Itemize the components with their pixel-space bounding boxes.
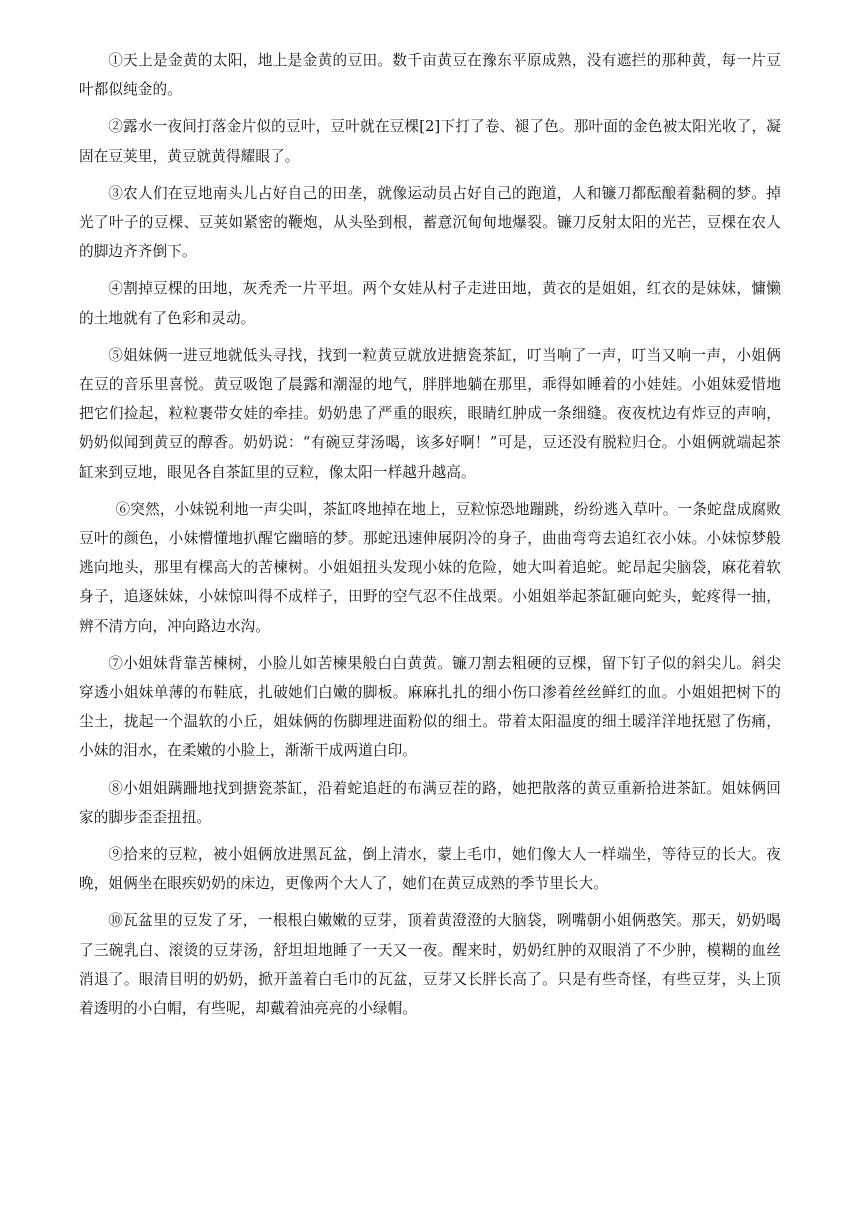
document-body (79, 46, 781, 1031)
paragraph-10: ⑩瓦盆里的豆发了牙，一根根白嫩嫩的豆芽，顶着黄澄澄的大脑袋，咧嘴朝小姐俩憨笑。那天，奶奶喝了三碗乳白、滚烫的豆芽汤，舒坦坦地睡了一天又一夜。醒来时，奶奶红肿的双眼消了不少肿，模糊的血丝消退了。眼清目明的奶奶，掀开盖着白毛巾的瓦盆，豆芽又长胖长高了。只是有些奇怪，有些豆芽，头上顶着透明的小白帽，有些呢，却戴着油亮亮的小绿帽。 (79, 912, 781, 1018)
paragraph-5: ⑤姐妹俩一进豆地就低头寻找，找到一粒黄豆就放进搪瓷茶缸，叮当响了一声，叮当又响一声，小姐俩在豆的音乐里喜悦。黄豆吸饱了晨露和潮湿的地气，胖胖地躺在那里，乖得如睡着的小娃娃。小姐妹爱惜地把它们捡起，粒粒裹带女娃的牵挂。奶奶患了严重的眼疾，眼睛红肿成一条细缝。夜夜枕边有炸豆的声响，奶奶似闻到黄豆的醇香。奶奶说：“有碗豆芽汤喝，该多好啊！”可是，豆还没有脱粒归仓。小姐俩就端起茶缸来到豆地，眼见各自茶缸里的豆粒，像太阳一样越升越高。 (79, 346, 781, 481)
paragraph-2: ②露水一夜间打落金片似的豆叶，豆叶就在豆棵[2]下打了卷、褪了色。那叶面的金色被太阳光收了，凝固在豆荚里，黄豆就黄得耀眼了。 (79, 118, 781, 165)
paragraph-8: ⑧小姐姐蹒跚地找到搪瓷茶缸，沿着蛇追赶的布满豆茬的路，她把散落的黄豆重新拾进茶缸。姐妹俩回家的脚步歪歪扭扭。 (79, 779, 781, 826)
paragraph-1: ①天上是金黄的太阳，地上是金黄的豆田。数千亩黄豆在豫东平原成熟，没有遮拦的那种黄，每一片豆叶都似纯金的。 (79, 52, 781, 99)
paragraph-7: ⑦小姐妹背靠苦楝树，小脸儿如苦楝果般白白黄黄。镰刀割去粗硬的豆棵，留下钉子似的斜尖儿。斜尖穿透小姐妹单薄的布鞋底，扎破她们白嫩的脚板。麻麻扎扎的细小伤口渗着丝丝鲜红的血。小姐姐把树下的尘土，拢起一个温软的小丘，姐妹俩的伤脚埋进面粉似的细土。带着太阳温度的细土暖洋洋地抚慰了伤痛，小妹的泪水，在柔嫩的小脸上，渐渐干成两道白印。 (79, 654, 781, 760)
paragraph-4: ④割掉豆棵的田地，灰秃秃一片平坦。两个女娃从村子走进田地，黄衣的是姐姐，红衣的是妹妹，慵懒的土地就有了色彩和灵动。 (79, 280, 781, 327)
paragraph-9: ⑨拾来的豆粒，被小姐俩放进黑瓦盆，倒上清水，蒙上毛巾，她们像大人一样端坐，等待豆的长大。夜晚，姐俩坐在眼疾奶奶的床边，更像两个大人了，她们在黄豆成熟的季节里长大。 (79, 846, 781, 893)
paragraph-6: ⑥突然，小妹锐利地一声尖叫，茶缸咚地掉在地上，豆粒惊恐地蹦跳，纷纷逃入草叶。一条蛇盘成腐败豆叶的颜色，小妹懵懂地扒醒它幽暗的梦。那蛇迅速伸展阴冷的身子，曲曲弯弯去追红衣小妹。小妹惊梦般逃向地头，那里有棵高大的苦楝树。小姐姐扭头发现小妹的危险，她大叫着追蛇。蛇昂起尖脑袋，麻花着软身子，追逐妹妹，小妹惊叫得不成样子，田野的空气忍不住战栗。小姐姐举起茶缸砸向蛇头，蛇疼得一抽，辨不清方向，冲向路边水沟。 (79, 500, 781, 635)
paragraph-3: ③农人们在豆地南头儿占好自己的田垄，就像运动员占好自己的跑道，人和镰刀都酝酿着黏稠的梦。掉光了叶子的豆棵、豆荚如紧密的鞭炮，从头坠到根，蓄意沉甸甸地爆裂。镰刀反射太阳的光芒，豆棵在农人的脚边齐齐倒下。 (79, 184, 781, 261)
